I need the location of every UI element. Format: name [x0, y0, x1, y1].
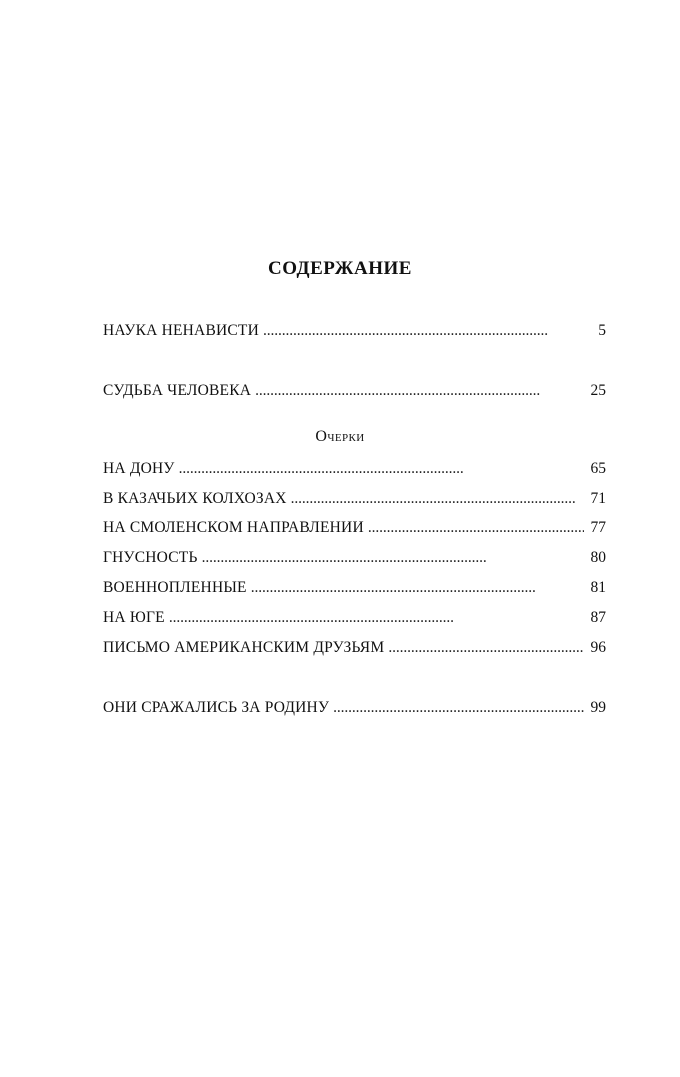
toc-entry[interactable]	[103, 380, 606, 402]
toc-entry-title: НАУКА НЕНАВИСТИ	[103, 322, 259, 339]
toc-entry[interactable]	[103, 607, 606, 629]
toc-entry-title: НА СМОЛЕНСКОМ НАПРАВЛЕНИИ	[103, 519, 364, 536]
dot-leader	[263, 320, 584, 342]
toc-entry[interactable]	[103, 320, 606, 342]
toc-entry-page: 25	[590, 382, 606, 399]
toc-entry-page: 87	[590, 609, 606, 626]
toc-title: СОДЕРЖАНИЕ	[268, 258, 412, 279]
toc-entry-page: 81	[590, 579, 606, 596]
toc-entry-page: 71	[590, 490, 606, 507]
toc-entry-title: НА ДОНУ	[103, 460, 175, 477]
dot-leader	[291, 488, 584, 510]
dot-leader	[388, 637, 584, 659]
toc-entry[interactable]	[103, 488, 606, 510]
toc-entry-page: 65	[590, 460, 606, 477]
toc-entry-title: ВОЕННОПЛЕННЫЕ	[103, 579, 247, 596]
toc-entry-page: 80	[590, 549, 606, 566]
toc-entry[interactable]	[103, 547, 606, 569]
toc-entry[interactable]	[103, 697, 606, 719]
toc-entry-page: 96	[590, 639, 606, 656]
toc-entry[interactable]	[103, 637, 606, 659]
dot-leader	[255, 380, 584, 402]
toc-entry-page: 5	[598, 322, 606, 339]
toc-entry-title: В КАЗАЧЬИХ КОЛХОЗАХ	[103, 490, 287, 507]
toc-entry[interactable]	[103, 517, 606, 539]
dot-leader	[251, 577, 584, 599]
toc-entry-page: 99	[590, 699, 606, 716]
toc-entry-title: СУДЬБА ЧЕЛОВЕКА	[103, 382, 252, 399]
dot-leader	[169, 607, 584, 629]
toc-entry[interactable]	[103, 458, 606, 480]
toc-entry-title: ГНУСНОСТЬ	[103, 549, 198, 566]
toc-entry-page: 77	[590, 519, 606, 536]
toc-entry-title: ПИСЬМО АМЕРИКАНСКИМ ДРУЗЬЯМ	[103, 639, 385, 656]
toc-entry[interactable]	[103, 577, 606, 599]
toc-entry-title: НА ЮГЕ	[103, 609, 165, 626]
dot-leader	[368, 517, 584, 539]
dot-leader	[179, 458, 584, 480]
section-heading: Очерки	[315, 428, 365, 445]
dot-leader	[333, 697, 584, 719]
dot-leader	[202, 547, 584, 569]
toc-entry-title: ОНИ СРАЖАЛИСЬ ЗА РОДИНУ	[103, 699, 330, 716]
